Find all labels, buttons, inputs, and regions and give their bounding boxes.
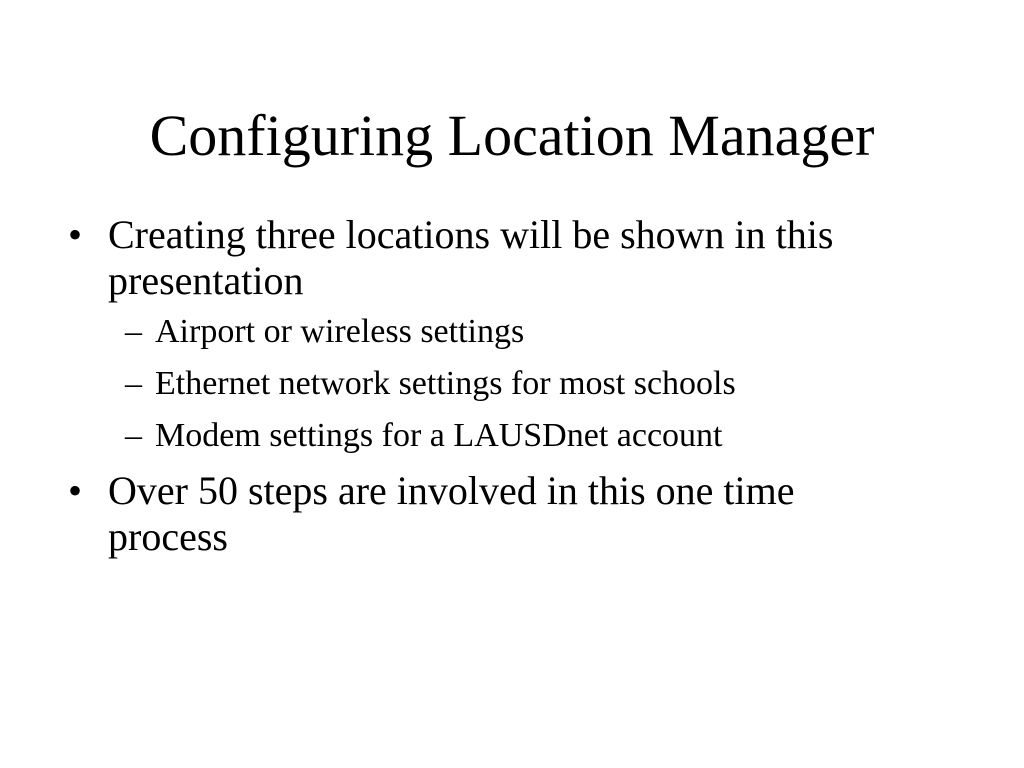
bullet-marker: • (68, 212, 83, 257)
sub-bullet-list (108, 312, 918, 456)
slide-title: Configuring Location Manager (149, 103, 875, 168)
sub-bullet-marker: – (125, 313, 142, 350)
sub-bullet-marker: – (125, 365, 142, 402)
bullet-item (68, 212, 918, 456)
bullet-item (68, 468, 918, 560)
sub-bullet-marker: – (125, 417, 142, 454)
bullet-list (68, 212, 918, 564)
bullet-marker: • (68, 468, 83, 513)
sub-bullet-text: Airport or wireless settings (155, 313, 525, 350)
sub-bullet-text: Ethernet network settings for most schools (155, 365, 736, 402)
bullet-text: Over 50 steps are involved in this one time process (108, 468, 795, 559)
sub-bullet-item (108, 312, 918, 352)
sub-bullet-item (108, 416, 918, 456)
bullet-text: Creating three locations will be shown in this presentation (108, 212, 834, 303)
sub-bullet-text: Modem settings for a LAUSDnet account (155, 417, 723, 454)
sub-bullet-item (108, 364, 918, 404)
